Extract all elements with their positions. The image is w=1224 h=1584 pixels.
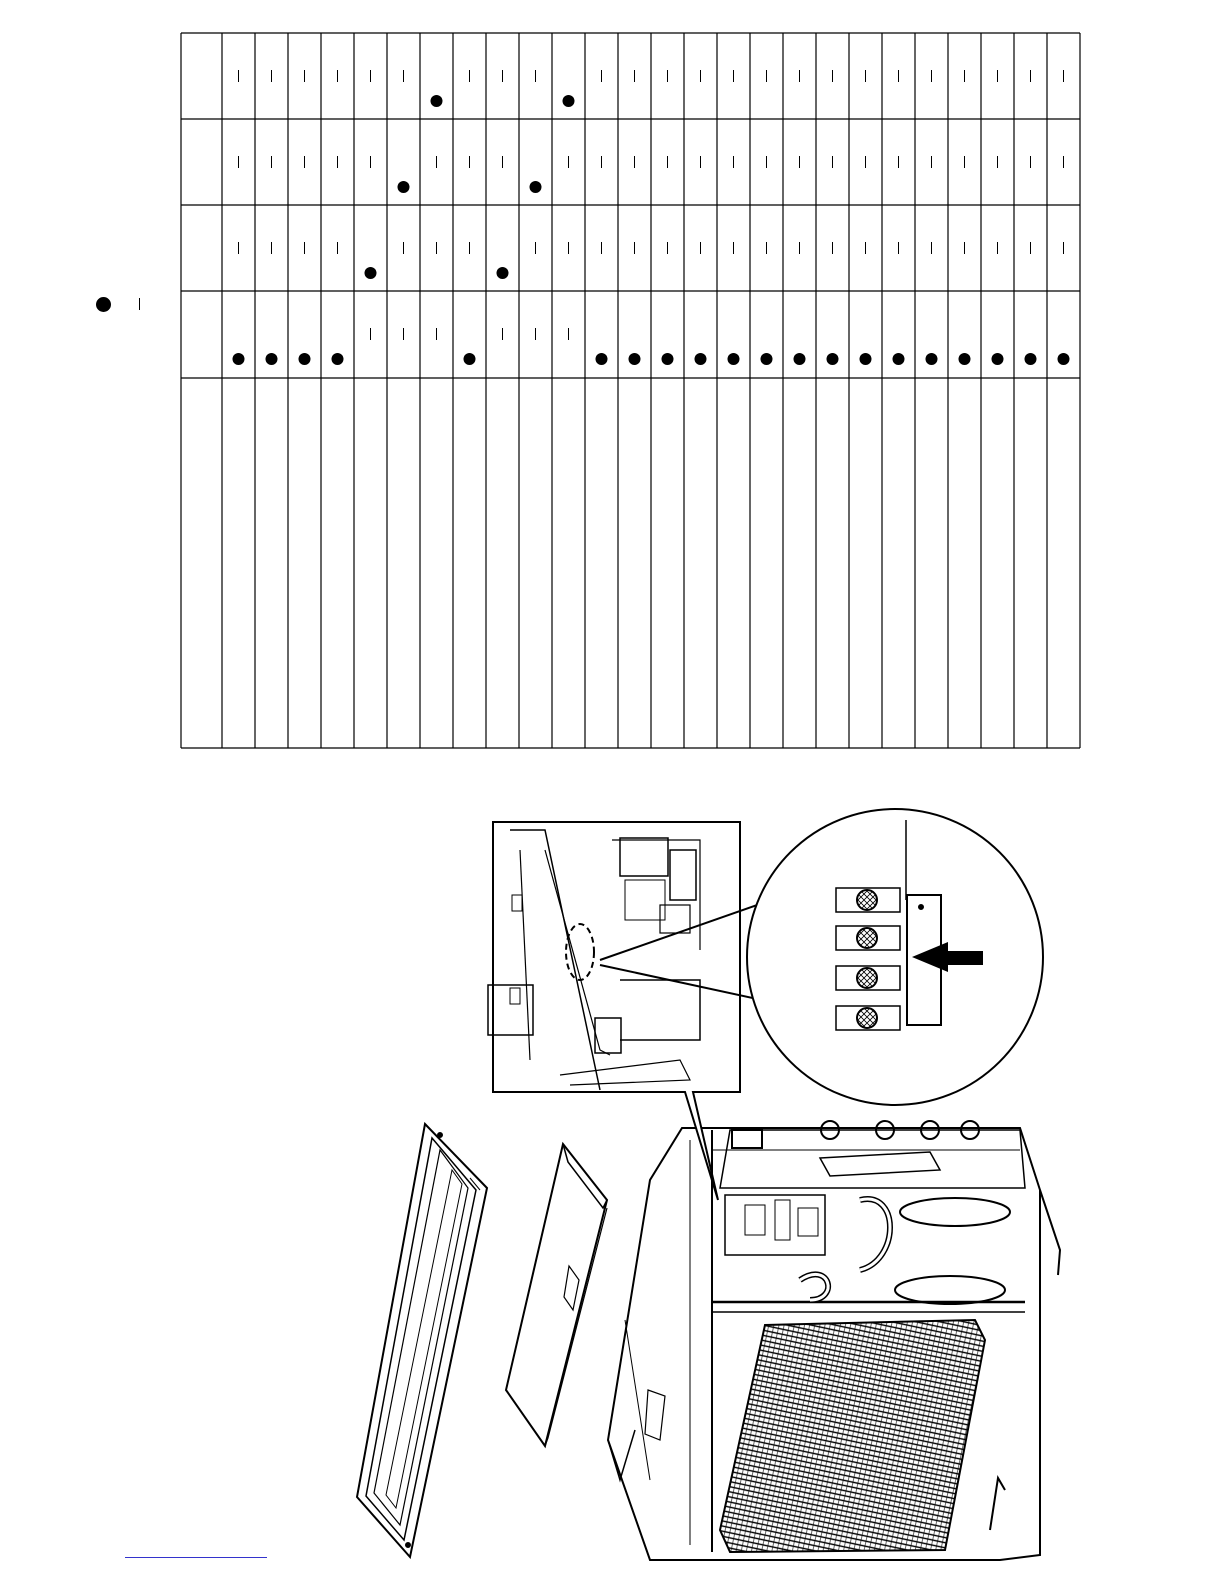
switch-on-icon bbox=[794, 353, 806, 365]
switch-on-icon bbox=[860, 353, 872, 365]
switch-on-icon bbox=[992, 353, 1004, 365]
control-box bbox=[488, 822, 785, 1200]
switch-on-icon bbox=[464, 353, 476, 365]
top-cover bbox=[506, 1144, 607, 1446]
switch-on-icon bbox=[893, 353, 905, 365]
link-underline[interactable] bbox=[125, 1557, 267, 1558]
dip-switch bbox=[747, 809, 1043, 1105]
switch-on-icon bbox=[959, 353, 971, 365]
switch-on-icon bbox=[563, 95, 575, 107]
switch-on-icon bbox=[266, 353, 278, 365]
dip-switch-table bbox=[0, 0, 1224, 760]
switch-on-icon bbox=[497, 267, 509, 279]
switch-on-icon bbox=[695, 353, 707, 365]
outdoor-unit bbox=[608, 1121, 1060, 1560]
switch-on-icon bbox=[728, 353, 740, 365]
switch-on-icon bbox=[761, 353, 773, 365]
switch-on-icon bbox=[926, 353, 938, 365]
switch-on-icon bbox=[1058, 353, 1070, 365]
switch-on-icon bbox=[1025, 353, 1037, 365]
switch-on-icon bbox=[365, 267, 377, 279]
switch-on-icon bbox=[629, 353, 641, 365]
switch-on-icon bbox=[827, 353, 839, 365]
switch-on-icon bbox=[596, 353, 608, 365]
switch-on-icon bbox=[398, 181, 410, 193]
switch-on-icon bbox=[431, 95, 443, 107]
front-panel bbox=[357, 1124, 487, 1557]
switch-on-icon bbox=[332, 353, 344, 365]
switch-on-icon bbox=[233, 353, 245, 365]
switch-on-icon bbox=[530, 181, 542, 193]
switch-on-icon bbox=[299, 353, 311, 365]
switch-on-icon bbox=[662, 353, 674, 365]
